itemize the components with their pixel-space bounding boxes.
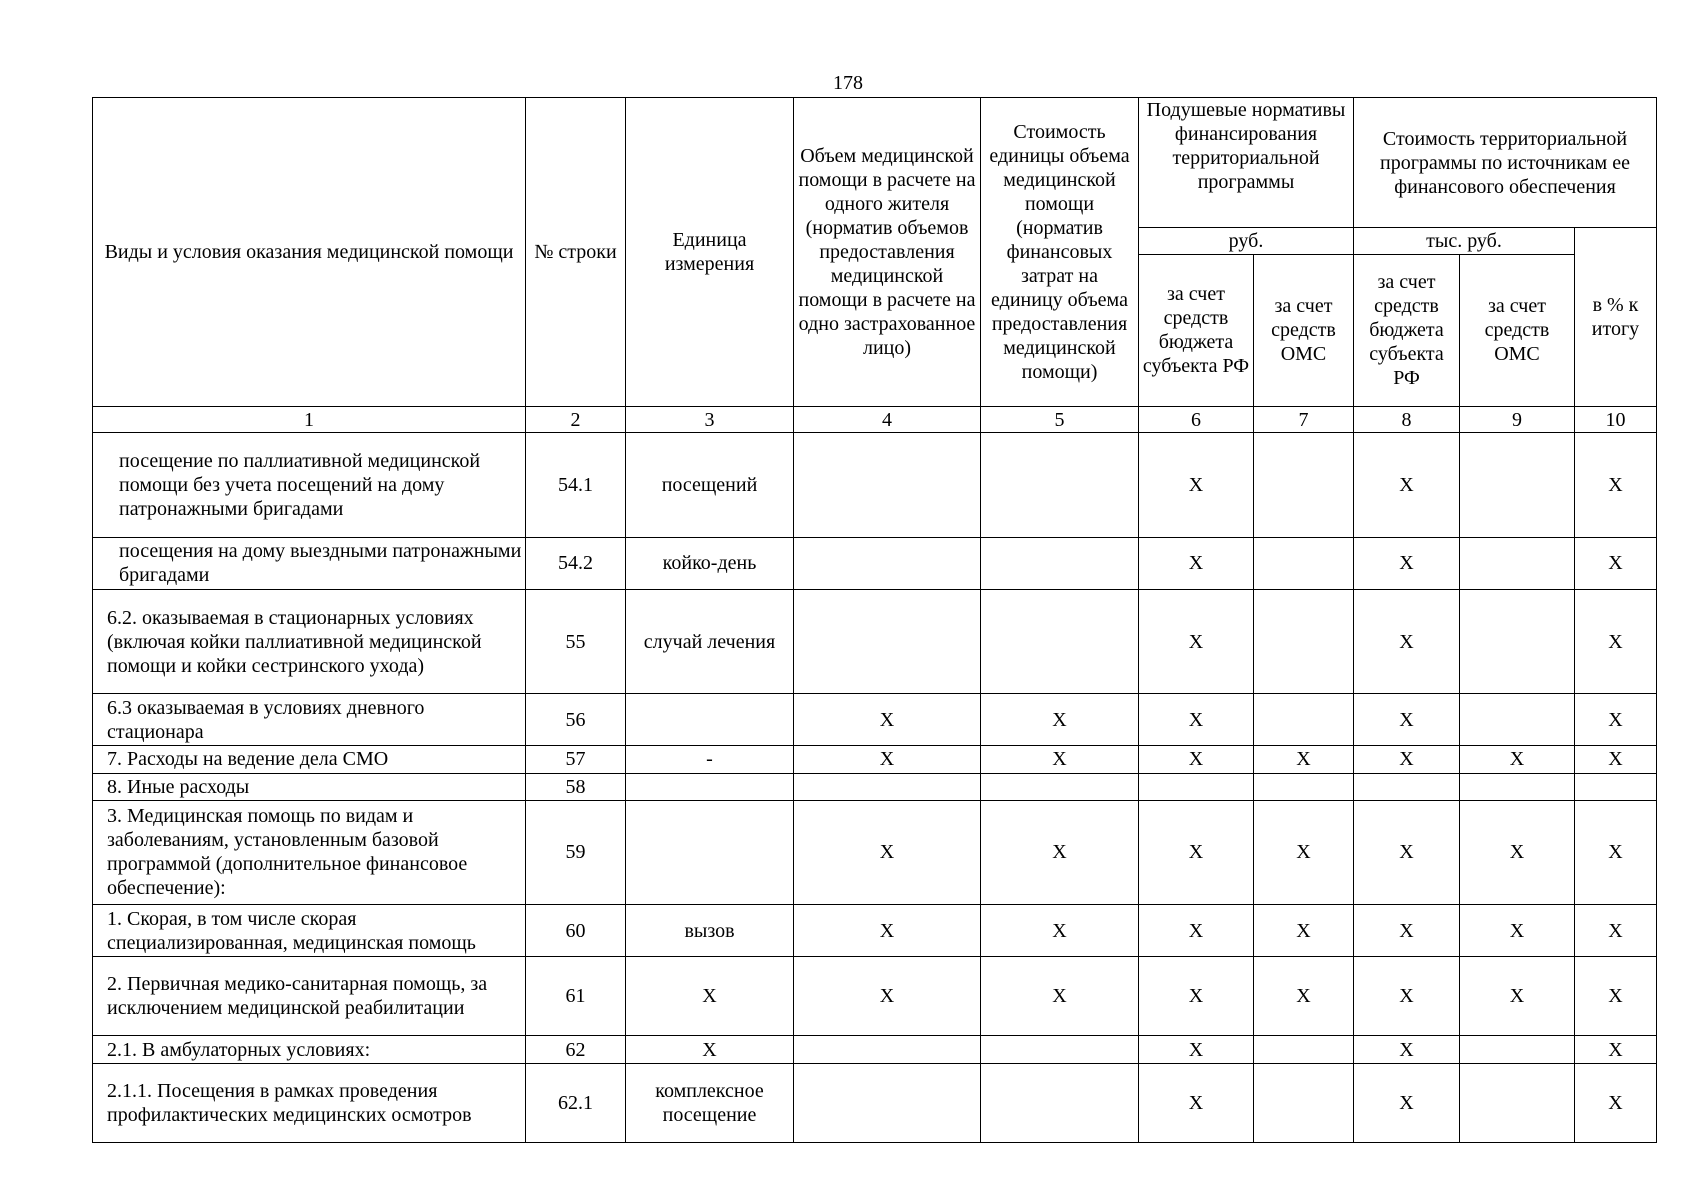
cell-col6: X bbox=[1139, 746, 1254, 773]
column-number: 7 bbox=[1254, 407, 1354, 433]
cell-col10: X bbox=[1575, 800, 1657, 904]
row-name: посещения на дому выездными патронажными бригадами bbox=[93, 537, 526, 589]
cell-col8: X bbox=[1354, 433, 1460, 537]
cell-col5 bbox=[981, 773, 1139, 800]
cell-col8: X bbox=[1354, 957, 1460, 1036]
cell-col7 bbox=[1254, 589, 1354, 693]
column-number: 10 bbox=[1575, 407, 1657, 433]
row-unit bbox=[626, 773, 794, 800]
cell-col6: X bbox=[1139, 433, 1254, 537]
column-number: 5 bbox=[981, 407, 1139, 433]
table-row bbox=[93, 904, 1657, 956]
column-number: 9 bbox=[1460, 407, 1575, 433]
cell-col4: X bbox=[794, 904, 981, 956]
table-row bbox=[93, 1063, 1657, 1142]
cell-col7 bbox=[1254, 433, 1354, 537]
row-number: 56 bbox=[526, 694, 626, 746]
cell-col10: X bbox=[1575, 904, 1657, 956]
header-unit-rub: руб. bbox=[1139, 228, 1354, 254]
row-name: 2. Первичная медико-санитарная помощь, за исключением медицинской реабилитации bbox=[93, 957, 526, 1036]
cell-col10: X bbox=[1575, 694, 1657, 746]
cell-col8: X bbox=[1354, 904, 1460, 956]
row-number: 62.1 bbox=[526, 1063, 626, 1142]
cell-col7: X bbox=[1254, 957, 1354, 1036]
table-row bbox=[93, 746, 1657, 773]
cell-col5: X bbox=[981, 746, 1139, 773]
cell-col9 bbox=[1460, 589, 1575, 693]
page-number: 178 bbox=[833, 72, 863, 94]
row-number: 54.1 bbox=[526, 433, 626, 537]
cell-col5: X bbox=[981, 957, 1139, 1036]
row-number: 54.2 bbox=[526, 537, 626, 589]
cell-col5: X bbox=[981, 800, 1139, 904]
cell-col9 bbox=[1460, 773, 1575, 800]
cell-col4 bbox=[794, 537, 981, 589]
row-name: 2.1.1. Посещения в рамках проведения профилактических медицинских осмотров bbox=[93, 1063, 526, 1142]
row-unit: комплексное посещение bbox=[626, 1063, 794, 1142]
cell-col10: X bbox=[1575, 1063, 1657, 1142]
cell-col9 bbox=[1460, 1063, 1575, 1142]
cell-col8: X bbox=[1354, 800, 1460, 904]
header-unit: Единица измерения bbox=[626, 98, 794, 407]
cell-col4 bbox=[794, 773, 981, 800]
row-name: 6.2. оказываемая в стационарных условиях (включая койки паллиативной медицинской помощи и койки сестринского ухода) bbox=[93, 589, 526, 693]
cell-col5: X bbox=[981, 904, 1139, 956]
header-per-capita-group: Подушевые нормативы финансирования территориальной программы bbox=[1139, 98, 1354, 228]
row-unit: вызов bbox=[626, 904, 794, 956]
header-oms-rub: за счет средств ОМС bbox=[1254, 254, 1354, 407]
cell-col8: X bbox=[1354, 1063, 1460, 1142]
row-unit: случай лечения bbox=[626, 589, 794, 693]
row-name: 2.1. В амбулаторных условиях: bbox=[93, 1036, 526, 1063]
cell-col8: X bbox=[1354, 589, 1460, 693]
cell-col7: X bbox=[1254, 800, 1354, 904]
cell-col8: X bbox=[1354, 694, 1460, 746]
table-row bbox=[93, 433, 1657, 537]
header-budget-rub: за счет средств бюджета субъекта РФ bbox=[1139, 254, 1254, 407]
cell-col10: X bbox=[1575, 746, 1657, 773]
cell-col6: X bbox=[1139, 537, 1254, 589]
table-row bbox=[93, 800, 1657, 904]
cell-col4 bbox=[794, 1063, 981, 1142]
cell-col5 bbox=[981, 1036, 1139, 1063]
row-unit bbox=[626, 800, 794, 904]
cell-col8: X bbox=[1354, 1036, 1460, 1063]
cell-col9 bbox=[1460, 694, 1575, 746]
header-program-cost-group: Стоимость территориальной программы по источникам ее финансового обеспечения bbox=[1354, 98, 1657, 228]
cell-col8: X bbox=[1354, 537, 1460, 589]
row-unit bbox=[626, 694, 794, 746]
row-number: 59 bbox=[526, 800, 626, 904]
column-numbers-row bbox=[93, 407, 1657, 433]
cell-col4: X bbox=[794, 800, 981, 904]
column-number: 2 bbox=[526, 407, 626, 433]
table-row bbox=[93, 1036, 1657, 1063]
row-name: 3. Медицинская помощь по видам и заболеваниям, установленным базовой программой (дополнительное финансовое обеспечение): bbox=[93, 800, 526, 904]
cell-col7: X bbox=[1254, 746, 1354, 773]
cell-col5 bbox=[981, 1063, 1139, 1142]
header-row-number: № строки bbox=[526, 98, 626, 407]
cell-col9 bbox=[1460, 433, 1575, 537]
cell-col5 bbox=[981, 433, 1139, 537]
header-unit-thousand-rub: тыс. руб. bbox=[1354, 228, 1575, 254]
cell-col6: X bbox=[1139, 1036, 1254, 1063]
cell-col9 bbox=[1460, 1036, 1575, 1063]
cell-col8: X bbox=[1354, 746, 1460, 773]
header-budget-thousand: за счет средств бюджета субъекта РФ bbox=[1354, 254, 1460, 407]
row-name: посещение по паллиативной медицинской помощи без учета посещений на дому патронажными бригадами bbox=[93, 433, 526, 537]
cell-col4: X bbox=[794, 746, 981, 773]
cell-col6: X bbox=[1139, 589, 1254, 693]
row-name: 1. Скорая, в том числе скорая специализированная, медицинская помощь bbox=[93, 904, 526, 956]
cell-col8 bbox=[1354, 773, 1460, 800]
row-number: 58 bbox=[526, 773, 626, 800]
table-row bbox=[93, 773, 1657, 800]
cell-col10 bbox=[1575, 773, 1657, 800]
header-oms-thousand: за счет средств ОМС bbox=[1460, 254, 1575, 407]
row-unit: койко-день bbox=[626, 537, 794, 589]
row-number: 55 bbox=[526, 589, 626, 693]
cell-col6: X bbox=[1139, 1063, 1254, 1142]
data-table bbox=[92, 97, 1657, 1143]
table-row bbox=[93, 694, 1657, 746]
cell-col5: X bbox=[981, 694, 1139, 746]
row-unit: - bbox=[626, 746, 794, 773]
row-name: 6.3 оказываемая в условиях дневного стационара bbox=[93, 694, 526, 746]
cell-col7: X bbox=[1254, 904, 1354, 956]
row-name: 7. Расходы на ведение дела СМО bbox=[93, 746, 526, 773]
column-number: 8 bbox=[1354, 407, 1460, 433]
cell-col6 bbox=[1139, 773, 1254, 800]
header-row-1 bbox=[93, 98, 1657, 228]
cell-col9: X bbox=[1460, 904, 1575, 956]
table-row bbox=[93, 589, 1657, 693]
cell-col4: X bbox=[794, 957, 981, 1036]
cell-col4: X bbox=[794, 694, 981, 746]
cell-col9: X bbox=[1460, 746, 1575, 773]
column-number: 3 bbox=[626, 407, 794, 433]
table-row bbox=[93, 957, 1657, 1036]
cell-col4 bbox=[794, 433, 981, 537]
row-unit: посещений bbox=[626, 433, 794, 537]
cell-col5 bbox=[981, 537, 1139, 589]
column-number: 4 bbox=[794, 407, 981, 433]
cell-col10: X bbox=[1575, 589, 1657, 693]
row-name: 8. Иные расходы bbox=[93, 773, 526, 800]
cell-col5 bbox=[981, 589, 1139, 693]
cell-col6: X bbox=[1139, 957, 1254, 1036]
row-number: 57 bbox=[526, 746, 626, 773]
header-unit-cost: Стоимость единицы объема медицинской помощи (норматив финансовых затрат на единицу объема предоставления медицинской помощи) bbox=[981, 98, 1139, 407]
column-number: 6 bbox=[1139, 407, 1254, 433]
cell-col9: X bbox=[1460, 957, 1575, 1036]
row-unit: X bbox=[626, 1036, 794, 1063]
cell-col7 bbox=[1254, 537, 1354, 589]
row-number: 61 bbox=[526, 957, 626, 1036]
cell-col7 bbox=[1254, 1036, 1354, 1063]
header-volume: Объем медицинской помощи в расчете на одного жителя (норматив объемов предоставления медицинской помощи в расчете на одно застрахованное лицо) bbox=[794, 98, 981, 407]
cell-col6: X bbox=[1139, 800, 1254, 904]
cell-col6: X bbox=[1139, 904, 1254, 956]
column-number: 1 bbox=[93, 407, 526, 433]
cell-col4 bbox=[794, 589, 981, 693]
cell-col10: X bbox=[1575, 1036, 1657, 1063]
cell-col7 bbox=[1254, 773, 1354, 800]
header-kinds: Виды и условия оказания медицинской помощи bbox=[93, 98, 526, 407]
header-percent-total: в % к итогу bbox=[1575, 228, 1657, 407]
cell-col4 bbox=[794, 1036, 981, 1063]
cell-col7 bbox=[1254, 694, 1354, 746]
row-number: 60 bbox=[526, 904, 626, 956]
cell-col10: X bbox=[1575, 433, 1657, 537]
row-number: 62 bbox=[526, 1036, 626, 1063]
table-row bbox=[93, 537, 1657, 589]
cell-col7 bbox=[1254, 1063, 1354, 1142]
row-unit: X bbox=[626, 957, 794, 1036]
cell-col9: X bbox=[1460, 800, 1575, 904]
cell-col6: X bbox=[1139, 694, 1254, 746]
cell-col9 bbox=[1460, 537, 1575, 589]
cell-col10: X bbox=[1575, 957, 1657, 1036]
cell-col10: X bbox=[1575, 537, 1657, 589]
